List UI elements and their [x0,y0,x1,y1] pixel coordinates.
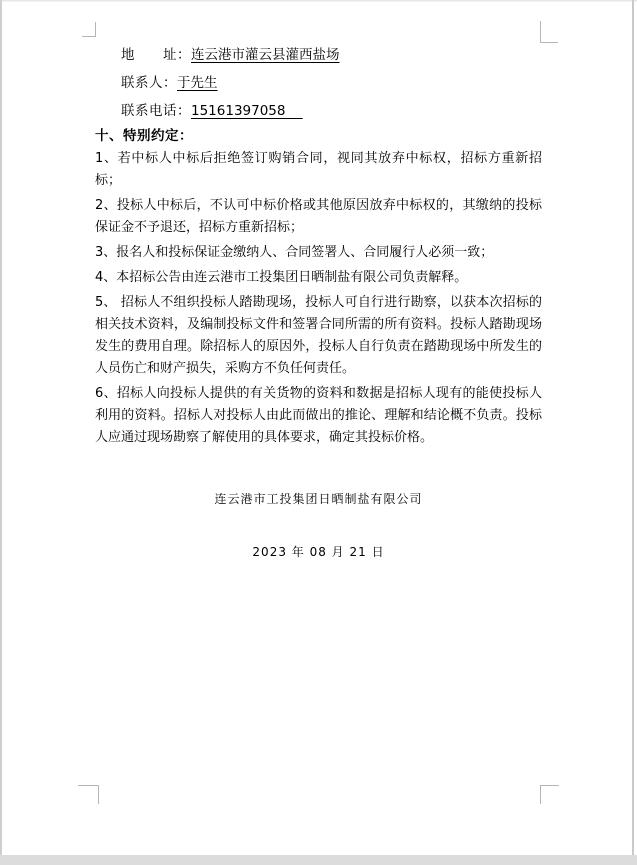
address-label: 地 址： [121,47,191,63]
document-date: 2023 年 08 月 21 日 [252,545,385,559]
contact-person-line [121,69,542,97]
document-page [95,41,542,561]
phone-label: 联系电话： [121,103,191,119]
clause-paragraph-1: 1、若中标人中标后拒绝签订购销合同，视同其放弃中标权，招标方重新招标； [95,151,542,188]
clause-paragraph-4: 4、本招标公告由连云港市工投集团日晒制盐有限公司负责解释。 [95,270,468,285]
window-left-edge [0,0,2,865]
phone-value: 15161397058 [191,103,303,119]
contact-block [121,41,542,125]
contact-person-label: 联系人： [121,75,177,91]
crop-mark-top-right [540,21,558,43]
address-value: 连云港市灌云县灌西盐场 [191,47,340,63]
phone-line [121,97,542,125]
clause-paragraph-6: 6、招标人向投标人提供的有关货物的资料和数据是招标人现有的能使投标人利用的资料。招标人对投标人由此而做出的推论、理解和结论概不负责。投标人应通过现场勘察了解使用的具体要求，确定其投标价格。 [95,386,542,445]
address-line [121,41,542,69]
clause-paragraph-5: 5、 招标人不组织投标人踏勘现场，投标人可自行进行勘察，以获本次招标的相关技术资料，及编制投标文件和签署合同所需的所有资料。投标人踏勘现场发生的费用自理。除招标人的原因外，投标人自行负责在踏勘现场中所发生的人员伤亡和财产损失，采购方不负任何责任。 [95,295,542,376]
section-heading: 十、特别约定： [95,128,193,144]
crop-mark-top-left [82,22,96,37]
crop-mark-bottom-left [78,785,99,804]
contact-person-value: 于先生 [177,75,218,91]
window-bottom-band [0,855,637,865]
window-top-edge [0,0,637,2]
clause-paragraph-3: 3、报名人和投标保证金缴纳人、合同签署人、合同履行人必须一致； [95,245,494,260]
crop-mark-bottom-right [540,785,559,804]
issuer-signature: 连云港市工投集团日晒制盐有限公司 [214,492,423,506]
window-right-edge [632,0,634,855]
clause-paragraph-2: 2、投标人中标后，不认可中标价格或其他原因放弃中标权的，其缴纳的投标保证金不予退还，招标方重新招标； [95,198,542,235]
